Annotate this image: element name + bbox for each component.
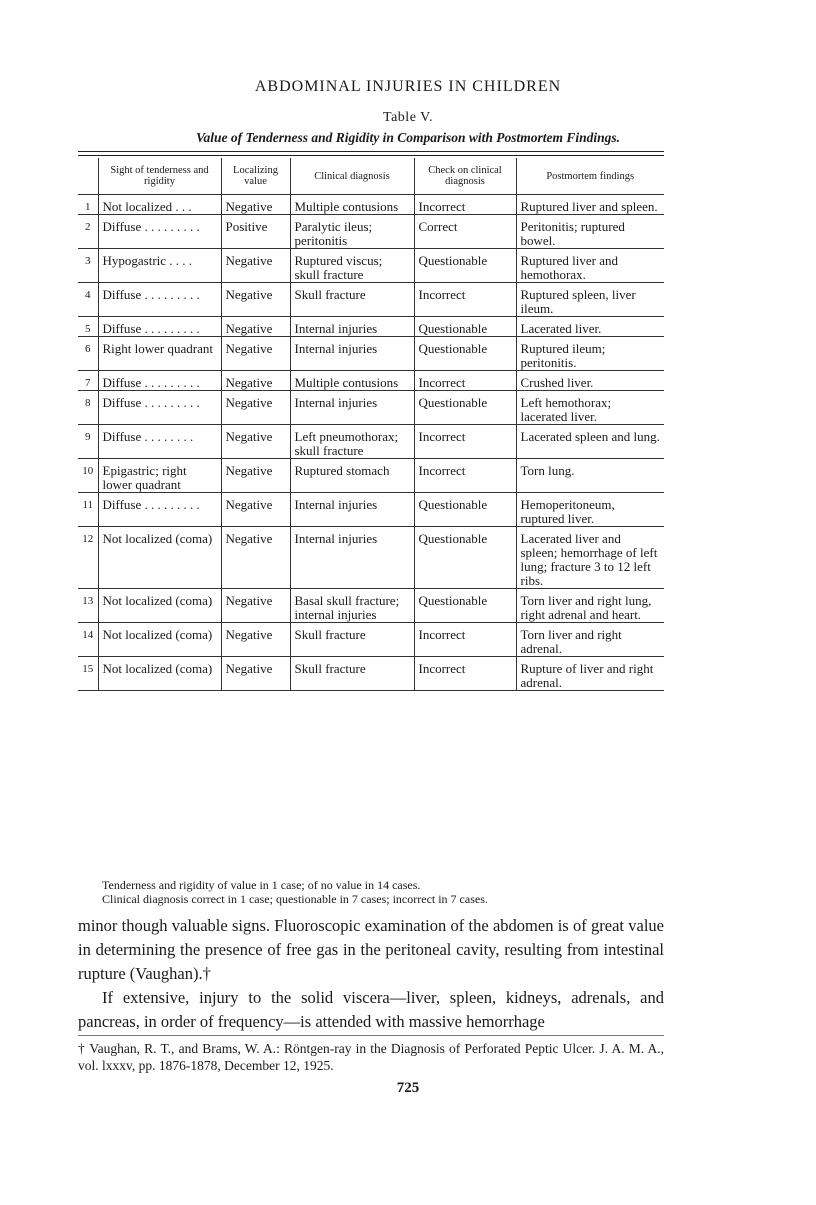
case-number: 7 <box>78 371 98 391</box>
sight-cell: Not localized (coma) <box>98 589 221 623</box>
postmortem-cell: Torn lung. <box>516 459 664 493</box>
postmortem-cell: Ruptured spleen, liver ileum. <box>516 283 664 317</box>
postmortem-cell: Rupture of liver and right adrenal. <box>516 657 664 691</box>
table-note: Clinical diagnosis correct in 1 case; questionable in 7 cases; incorrect in 7 cases. <box>102 892 488 906</box>
check-cell: Incorrect <box>414 623 516 657</box>
check-cell: Questionable <box>414 249 516 283</box>
postmortem-cell: Ruptured ileum; peritonitis. <box>516 337 664 371</box>
clinical-diagnosis-cell: Internal injuries <box>290 391 414 425</box>
findings-table <box>78 158 664 691</box>
check-cell: Questionable <box>414 493 516 527</box>
sight-cell: Right lower quadrant <box>98 337 221 371</box>
localizing-value-cell: Positive <box>221 215 290 249</box>
check-cell: Questionable <box>414 391 516 425</box>
sight-cell: Not localized (coma) <box>98 657 221 691</box>
table-row <box>78 459 664 493</box>
localizing-value-cell: Negative <box>221 195 290 215</box>
localizing-value-cell: Negative <box>221 249 290 283</box>
table-row <box>78 215 664 249</box>
case-number: 5 <box>78 317 98 337</box>
case-number: 4 <box>78 283 98 317</box>
table-row <box>78 317 664 337</box>
running-head: ABDOMINAL INJURIES IN CHILDREN <box>254 78 562 95</box>
case-number: 15 <box>78 657 98 691</box>
clinical-diagnosis-cell: Skull fracture <box>290 623 414 657</box>
header-check: Check on clinical diagnosis <box>414 158 516 195</box>
sight-cell: Not localized . . . <box>98 195 221 215</box>
clinical-diagnosis-cell: Multiple contusions <box>290 371 414 391</box>
clinical-diagnosis-cell: Multiple contusions <box>290 195 414 215</box>
table-note: Tenderness and rigidity of value in 1 case; of no value in 14 cases. <box>102 878 421 892</box>
header-case-number <box>78 158 98 195</box>
postmortem-cell: Torn liver and right lung, right adrenal and heart. <box>516 589 664 623</box>
clinical-diagnosis-cell: Skull fracture <box>290 657 414 691</box>
localizing-value-cell: Negative <box>221 657 290 691</box>
postmortem-cell: Left hemothorax; lacerated liver. <box>516 391 664 425</box>
postmortem-cell: Hemoperitoneum, ruptured liver. <box>516 493 664 527</box>
table-row <box>78 337 664 371</box>
sight-cell: Epigastric; right lower quadrant <box>98 459 221 493</box>
case-number: 10 <box>78 459 98 493</box>
header-clinical-diagnosis: Clinical diagnosis <box>290 158 414 195</box>
clinical-diagnosis-cell: Internal injuries <box>290 527 414 589</box>
table-label: Table V. <box>383 110 433 125</box>
postmortem-cell: Lacerated spleen and lung. <box>516 425 664 459</box>
case-number: 13 <box>78 589 98 623</box>
table-row <box>78 371 664 391</box>
postmortem-cell: Torn liver and right adrenal. <box>516 623 664 657</box>
check-cell: Incorrect <box>414 459 516 493</box>
case-number: 3 <box>78 249 98 283</box>
clinical-diagnosis-cell: Skull fracture <box>290 283 414 317</box>
check-cell: Correct <box>414 215 516 249</box>
clinical-diagnosis-cell: Internal injuries <box>290 337 414 371</box>
table-row <box>78 391 664 425</box>
clinical-diagnosis-cell: Left pneumothorax; skull fracture <box>290 425 414 459</box>
table-notes <box>102 878 488 906</box>
case-number: 2 <box>78 215 98 249</box>
table-row <box>78 425 664 459</box>
check-cell: Incorrect <box>414 657 516 691</box>
case-number: 11 <box>78 493 98 527</box>
sight-cell: Hypogastric . . . . <box>98 249 221 283</box>
sight-cell: Diffuse . . . . . . . . <box>98 425 221 459</box>
check-cell: Questionable <box>414 589 516 623</box>
localizing-value-cell: Negative <box>221 425 290 459</box>
sight-cell: Not localized (coma) <box>98 527 221 589</box>
localizing-value-cell: Negative <box>221 337 290 371</box>
table-top-rule <box>78 151 664 152</box>
body-paragraph: minor though valuable signs. Fluoroscopic examination of the abdomen is of great value in determining the presence of free gas in the peritoneal cavity, resulting from intestinal rupture (Vaughan).† <box>78 916 664 983</box>
footnote: † Vaughan, R. T., and Brams, W. A.: Röntgen-ray in the Diagnosis of Perforated Peptic Ulcer. J. A. M. A., vol. lxxxv, pp. 1876-1878, December 12, 1925. <box>78 1041 664 1073</box>
localizing-value-cell: Negative <box>221 623 290 657</box>
sight-cell: Diffuse . . . . . . . . . <box>98 391 221 425</box>
postmortem-cell: Ruptured liver and hemothorax. <box>516 249 664 283</box>
case-number: 9 <box>78 425 98 459</box>
table-row <box>78 249 664 283</box>
header-sight: Sight of tenderness and rigidity <box>98 158 221 195</box>
postmortem-cell: Lacerated liver. <box>516 317 664 337</box>
table-row <box>78 657 664 691</box>
clinical-diagnosis-cell: Internal injuries <box>290 317 414 337</box>
check-cell: Incorrect <box>414 425 516 459</box>
page-number: 725 <box>396 1080 420 1096</box>
table-row <box>78 283 664 317</box>
check-cell: Questionable <box>414 317 516 337</box>
table-row <box>78 493 664 527</box>
sight-cell: Diffuse . . . . . . . . . <box>98 493 221 527</box>
case-number: 6 <box>78 337 98 371</box>
case-number: 14 <box>78 623 98 657</box>
sight-cell: Diffuse . . . . . . . . . <box>98 317 221 337</box>
localizing-value-cell: Negative <box>221 283 290 317</box>
body-paragraph: If extensive, injury to the solid viscera—liver, spleen, kidneys, adrenals, and pancreas, in order of frequency—is attended with massive hemorrhage <box>78 988 664 1031</box>
localizing-value-cell: Negative <box>221 589 290 623</box>
table-caption: Value of Tenderness and Rigidity in Comparison with Postmortem Findings. <box>195 130 621 145</box>
clinical-diagnosis-cell: Internal injuries <box>290 493 414 527</box>
check-cell: Questionable <box>414 337 516 371</box>
sight-cell: Diffuse . . . . . . . . . <box>98 215 221 249</box>
check-cell: Incorrect <box>414 371 516 391</box>
sight-cell: Diffuse . . . . . . . . . <box>98 283 221 317</box>
table-row <box>78 589 664 623</box>
postmortem-cell: Crushed liver. <box>516 371 664 391</box>
check-cell: Questionable <box>414 527 516 589</box>
sight-cell: Not localized (coma) <box>98 623 221 657</box>
footnote-rule <box>78 1035 664 1036</box>
localizing-value-cell: Negative <box>221 391 290 425</box>
clinical-diagnosis-cell: Paralytic ileus; peritonitis <box>290 215 414 249</box>
postmortem-cell: Ruptured liver and spleen. <box>516 195 664 215</box>
clinical-diagnosis-cell: Basal skull fracture; internal injuries <box>290 589 414 623</box>
table-row <box>78 527 664 589</box>
sight-cell: Diffuse . . . . . . . . . <box>98 371 221 391</box>
localizing-value-cell: Negative <box>221 371 290 391</box>
postmortem-cell: Lacerated liver and spleen; hemorrhage of left lung; fracture 3 to 12 left ribs. <box>516 527 664 589</box>
clinical-diagnosis-cell: Ruptured stomach <box>290 459 414 493</box>
header-localizing-value: Localizing value <box>221 158 290 195</box>
clinical-diagnosis-cell: Ruptured viscus; skull fracture <box>290 249 414 283</box>
table-header-row <box>78 158 664 195</box>
case-number: 8 <box>78 391 98 425</box>
table-row <box>78 195 664 215</box>
check-cell: Incorrect <box>414 283 516 317</box>
localizing-value-cell: Negative <box>221 459 290 493</box>
check-cell: Incorrect <box>414 195 516 215</box>
body-text <box>78 914 664 1034</box>
table-body <box>78 195 664 691</box>
case-number: 12 <box>78 527 98 589</box>
localizing-value-cell: Negative <box>221 527 290 589</box>
localizing-value-cell: Negative <box>221 317 290 337</box>
table-row <box>78 623 664 657</box>
postmortem-cell: Peritonitis; ruptured bowel. <box>516 215 664 249</box>
table-top-rule-inner <box>78 155 664 156</box>
header-postmortem: Postmortem findings <box>516 158 664 195</box>
localizing-value-cell: Negative <box>221 493 290 527</box>
case-number: 1 <box>78 195 98 215</box>
